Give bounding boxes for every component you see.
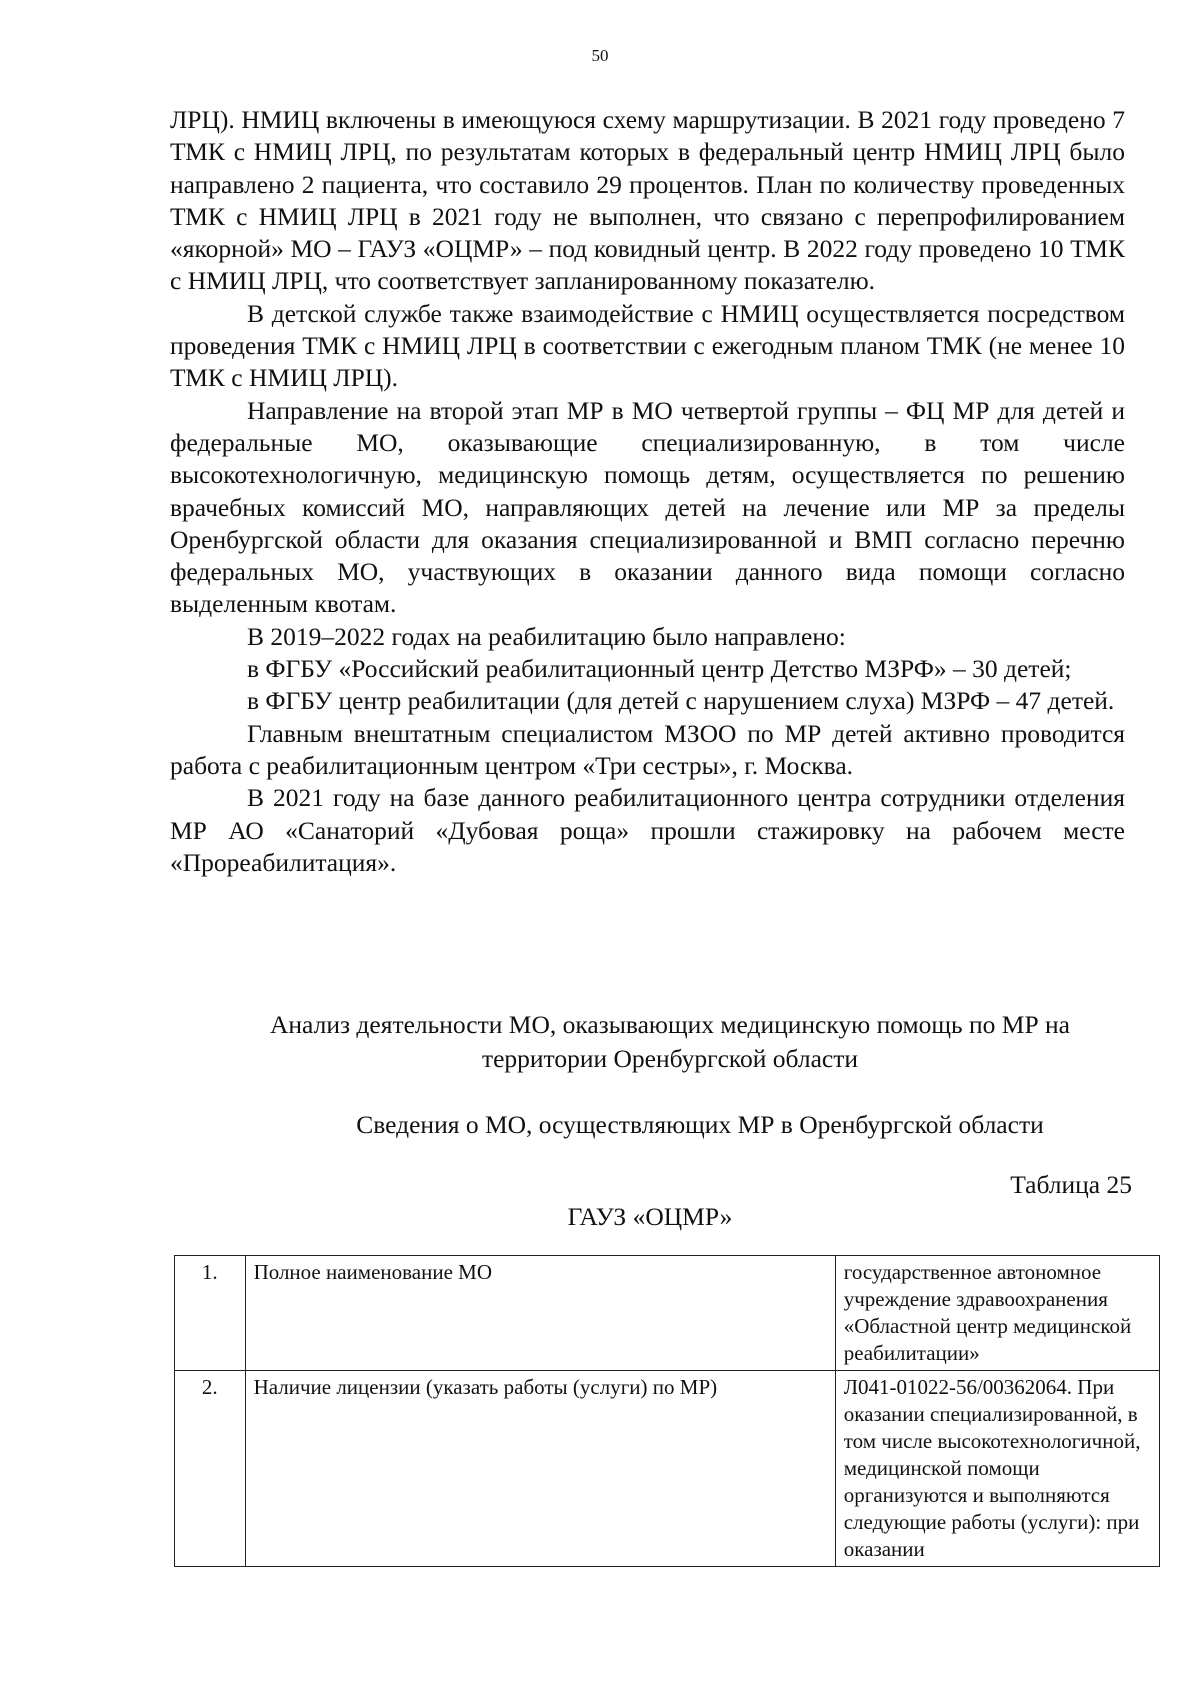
row-parameter: Полное наименование МО — [245, 1256, 835, 1371]
paragraph-internship: В 2021 году на базе данного реабилитационного центра сотрудники отделения МР АО «Санаторий «Дубовая роща» прошли стажировку на рабочем месте «Прореабилитация». — [170, 783, 1125, 877]
subsection-title: Сведения о МО, осуществляющих МР в Оренбургской области — [356, 1110, 1044, 1139]
table-row — [175, 1371, 1160, 1567]
row-number: 1. — [175, 1256, 246, 1371]
organization-info-table — [174, 1255, 1160, 1567]
paragraph-three-sisters: Главным внештатным специалистом МЗОО по МР детей активно проводится работа с реабилитационным центром «Три сестры», г. Москва. — [170, 718, 1125, 780]
paragraph-referral-detstvo: в ФГБУ «Российский реабилитационный центр Детство МЗРФ» – 30 детей; — [247, 654, 1072, 684]
section-title: Анализ деятельности МО, оказывающих медицинскую помощь по МР на территории Оренбургской области — [270, 1010, 1070, 1073]
page-number: 50 — [591, 46, 609, 65]
org-title: ГАУЗ «ОЦМР» — [567, 1202, 733, 1231]
paragraph-timc-consultations: ЛРЦ). НМИЦ включены в имеющуюся схему маршрутизации. В 2021 году проведено 7 ТМК с НМИЦ ЛРЦ, по результатам которых в федеральный центр НМИЦ ЛРЦ было направлено 2 пациента, что составило 29 процентов. План по количеству проведенных ТМК с НМИЦ ЛРЦ в 2021 году не выполнен, что связано с перепрофилированием «якорной» МО – ГАУЗ «ОЦМР» – под ковидный центр. В 2022 году проведено 10 ТМК с НМИЦ ЛРЦ, что соответствует запланированному показателю. — [170, 105, 1125, 296]
paragraph-second-stage-referral: Направление на второй этап МР в МО четвертой группы – ФЦ МР для детей и федеральные МО, оказывающие специализированную, в том числе высокотехнологичную, медицинскую помощь детям, осуществляется по решению врачебных комиссий МО, направляющих детей на лечение или МР за пределы Оренбургской области для оказания специализированной и ВМП согласно перечню федеральных МО, участвующих в оказании данного вида помощи согласно выделенным квотам. — [170, 395, 1125, 619]
table-label: Таблица 25 — [1010, 1170, 1132, 1199]
body-text — [170, 104, 1125, 879]
paragraph-children-service: В детской службе также взаимодействие с НМИЦ осуществляется посредством проведения ТМК с НМИЦ ЛРЦ в соответствии с ежегодным планом ТМК (не менее 10 ТМК с НМИЦ ЛРЦ). — [170, 298, 1125, 393]
paragraph-referrals-intro: В 2019–2022 годах на реабилитацию было направлено: — [247, 621, 846, 651]
row-value: Л041-01022-56/00362064. При оказании специализированной, в том числе высокотехнологичной, медицинской помощи организуются и выполняются следующие работы (услуги): при оказании — [835, 1371, 1159, 1567]
row-number: 2. — [175, 1371, 246, 1567]
paragraph-referral-hearing: в ФГБУ центр реабилитации (для детей с нарушением слуха) МЗРФ – 47 детей. — [247, 686, 1115, 716]
table-row — [175, 1256, 1160, 1371]
row-parameter: Наличие лицензии (указать работы (услуги) по МР) — [245, 1371, 835, 1567]
row-value: государственное автономное учреждение здравоохранения «Областной центр медицинской реабилитации» — [835, 1256, 1159, 1371]
